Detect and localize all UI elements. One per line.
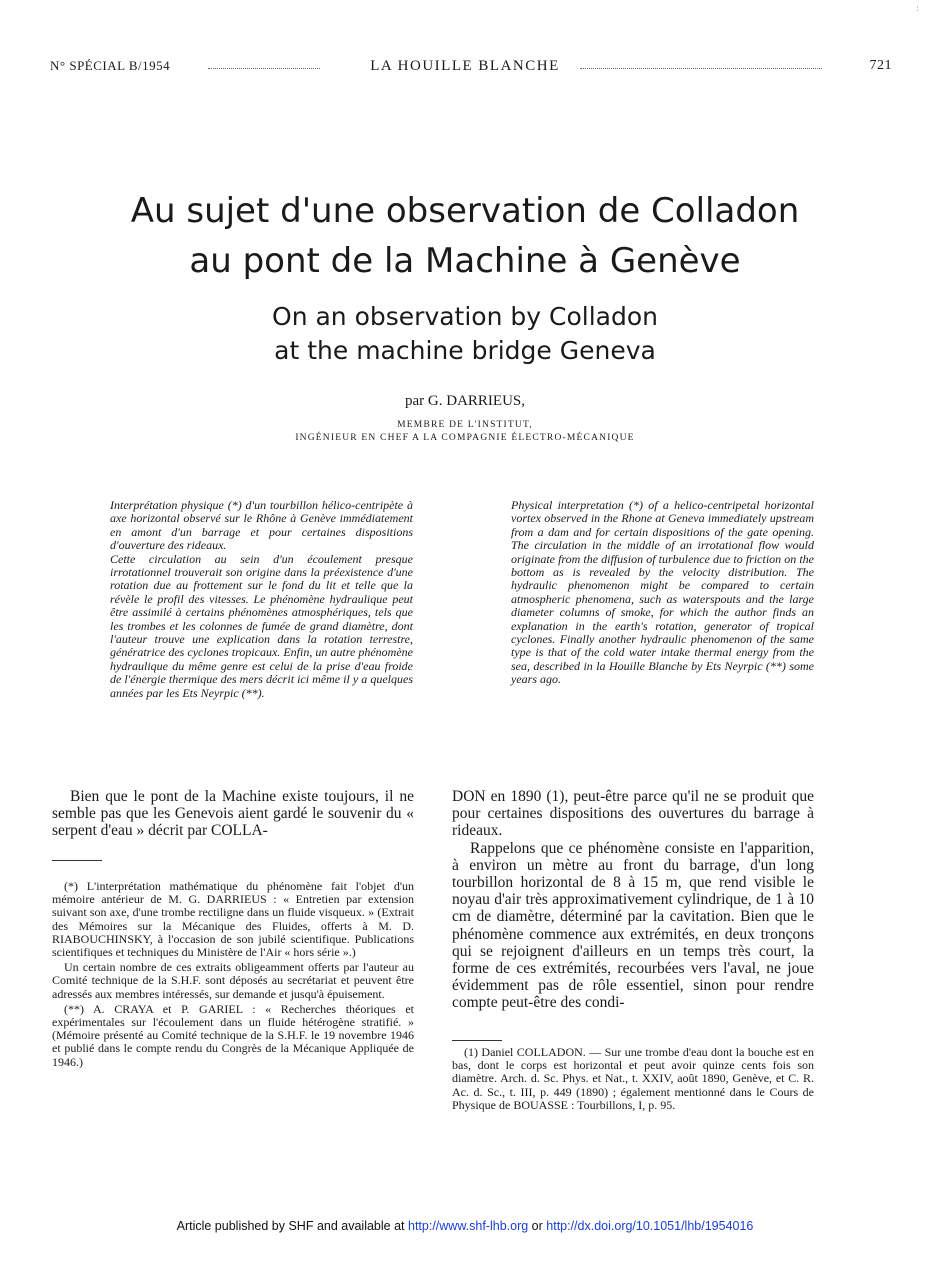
header-rule-right [580, 68, 822, 69]
title-french-line-2: au pont de la Machine à Genève [189, 241, 741, 281]
body-left-column [52, 788, 414, 840]
title-english-line-1: On an observation by Colladon [272, 302, 658, 331]
body-right-column [452, 788, 814, 1012]
abstract-english [511, 499, 814, 687]
footer-prefix: Article published by SHF and available at [176, 1219, 408, 1233]
footer-middle: or [528, 1219, 547, 1233]
abstract-french-para-1: Interprétation physique (*) d'un tourbillon hélico-centripète à axe horizontal observé sur le Rhône à Genève immédiatement en amont d'un barrage et pour certaines dispositions d'ouverture des rideaux. [110, 498, 413, 553]
footnote-star: (*) L'interprétation mathématique du phénomène fait l'objet d'un mémoire antérieur de M. G. DARRIEUS : « Entretien par extension suivant son axe, d'une trombe rectiligne dans un fluide visqueux. » (Extrait des Mémoires sur la Mécanique des Fluides, offerts à M. D. RIABOUCHINSKY, à l'occasion de son jubilé scientifique. Publications scientifiques et techniques du Ministère de l'Air « hors série ».) [52, 879, 414, 960]
issue-label: N° SPÉCIAL B/1954 [50, 58, 171, 73]
title-english [40, 300, 890, 368]
footnote-rule-left [52, 860, 102, 861]
journal-name: LA HOUILLE BLANCHE [370, 58, 560, 74]
footer-link-shf[interactable]: http://www.shf-lhb.org [408, 1219, 529, 1233]
author-affiliation-2: INGÉNIEUR EN CHEF A LA COMPAGNIE ÉLECTRO-MÉCANIQUE [295, 433, 635, 443]
running-header [50, 58, 892, 80]
body-left-para-1: Bien que le pont de la Machine existe toujours, il ne semble pas que les Genevois aient gardé le souvenir du « serpent d'eau » décrit par COLLA- [52, 788, 414, 840]
title-french [40, 186, 890, 286]
edge-mark: : [916, 4, 920, 14]
abstract-french [110, 499, 413, 700]
footnote-star-continued: Un certain nombre de ces extraits obligeamment offerts par l'auteur au Comité technique de la S.H.F. sont déposés au secrétariat et peuvent être adressés aux membres intéressés, sur demande et jusqu'à épuisement. [52, 960, 414, 1001]
page-number: 721 [869, 58, 892, 73]
title-french-line-1: Au sujet d'une observation de Colladon [130, 191, 800, 231]
body-right-para-2: Rappelons que ce phénomène consiste en l'apparition, à environ un mètre au front du barrage, d'un long tourbillon horizontal de 8 à 15 m, que rend visible le noyau d'air très approximativement cylindrique, de 1 à 10 cm de diamètre, déterminé par la cavitation. Bien que le phénomène commence aux extrémités, en deux tronçons qui se rejoignent d'ailleurs en un temps très court, la forme de ces extrémités, recourbées vers l'aval, ne joue évidemment pas de rôle essentiel, sinon pour rendre compte peut-être des condi- [452, 839, 814, 1012]
abstract-english-para-1: Physical interpretation (*) of a helico-centripetal horizontal vortex observed in the Rhone at Geneva immediately upstream from a dam and for certain dispositions of the gate opening. The circulation in the middle of an irrotational flow would originate from the diffusion of turbulence due to friction on the bottom as is revealed by the velocity distribution. The hydraulic phenomenon might be compared to certain atmospheric phenomena, such as waterspouts and the large diameter columns of smoke, for which the author finds an explanation in the earth's rotation, generator of tropical cyclones. Finally another hydraulic phenomenon of the same type is that of the cold water intake thermal energy from the sea, described in la Houille Blanche by Ets Neyrpic (**) some years ago. [511, 498, 814, 687]
body-right-para-1: DON en 1890 (1), peut-être parce qu'il ne se produit que pour certaines dispositions des ouvertures du barrage à rideaux. [452, 788, 814, 840]
author-affiliation-1: MEMBRE DE L'INSTITUT, [397, 420, 533, 430]
footnote-one: (1) Daniel COLLADON. — Sur une trombe d'eau dont la bouche est en bas, dont le corps est horizontal et peut avoir quinze cents fois son diamètre. Arch. d. Sc. Phys. et Nat., t. XXIV, août 1890, Genève, et C. R. Ac. d. Sc., t. III, p. 449 (1890) ; également mentionné dans le Cours de Physique de BOUASSE : Tourbillons, I, p. 95. [452, 1045, 814, 1112]
footnote-double-star: (**) A. CRAYA et P. GARIEL : « Recherches théoriques et expérimentales sur l'écoulement dans un fluide hétérogène stratifié. » (Mémoire présenté au Comité technique de la S.H.F. le 19 novembre 1946 et publié dans le compte rendu du Congrès de la Mécanique Appliquée de 1946.) [52, 1001, 414, 1069]
abstract-french-para-2: Cette circulation au sein d'un écoulement presque irrotationnel trouverait son origine dans la préexistence d'une rotation due au frottement sur le fond du lit et telle que la révèle le profil des vitesses. Le phénomène hydraulique peut être assimilé à certains phénomènes atmosphériques, tels que les trombes et les colonnes de fumée de grand diamètre, dont l'auteur trouve une explication dans la rotation terrestre, génératrice des cyclones tropicaux. Enfin, un autre phénomène hydraulique du même genre est celui de la prise d'eau froide de l'énergie thermique des mers décrit ici même il y a quelques années par les Ets Neyrpic (**). [110, 551, 413, 700]
author-byline: par G. DARRIEUS, [405, 393, 525, 409]
footnotes-right [452, 1046, 814, 1114]
footnotes-left [52, 880, 414, 1071]
title-english-line-2: at the machine bridge Geneva [274, 336, 656, 365]
publication-footer [0, 1219, 930, 1233]
header-rule-left [208, 68, 320, 69]
footer-link-doi[interactable]: http://dx.doi.org/10.1051/lhb/1954016 [546, 1219, 754, 1233]
footnote-rule-right [452, 1040, 502, 1041]
